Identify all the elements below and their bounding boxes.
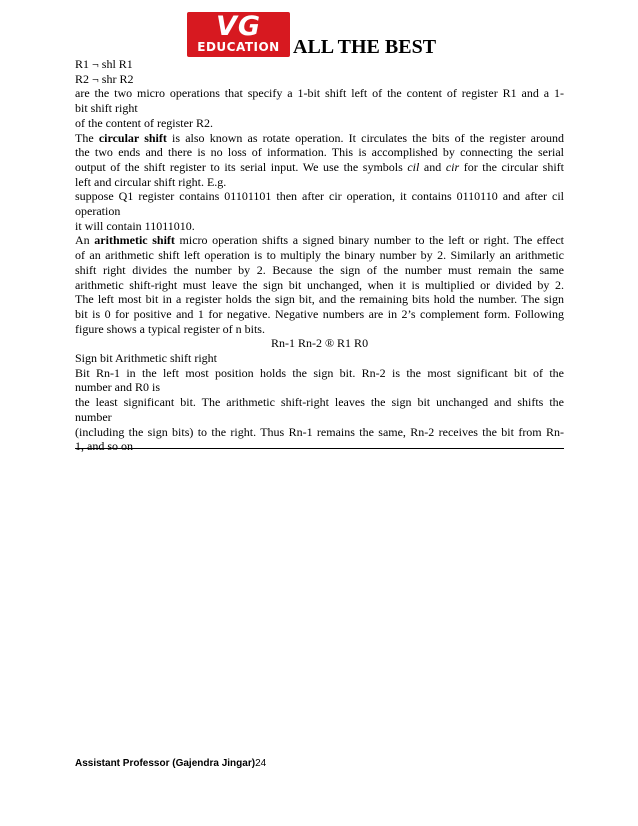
text-span: The <box>75 130 99 145</box>
text-line: R2 ¬ shr R2 <box>75 71 134 86</box>
header-title: ALL THE BEST <box>293 36 437 58</box>
text-line: suppose Q1 register contains 01101101 then after cir operation, it contains 0110110 and after cil <box>75 189 564 204</box>
text-line: of an arithmetic shift left operation is to multiply the binary number by 2. Similarly an arithmetic <box>75 248 564 263</box>
text-line: the two ends and there is no loss of information. This is accomplished by connecting the serial <box>75 145 564 160</box>
text-line: 1, and so on <box>75 439 133 454</box>
paragraph-circular-shift <box>75 131 564 146</box>
text-span: An <box>75 233 95 248</box>
symbol-cil: cil <box>407 159 420 174</box>
text-line: (including the sign bits) to the right. Thus Rn-1 remains the same, Rn-2 receives the bit from Rn- <box>75 424 564 439</box>
text-span: micro operation shifts a signed binary number to the left or right. The effect <box>174 233 565 248</box>
text-span: and <box>419 159 446 174</box>
text-line: number <box>75 409 112 424</box>
figure-caption: Sign bit Arithmetic shift right <box>75 351 217 366</box>
footer-author: Assistant Professor (Gajendra Jingar) <box>75 758 256 769</box>
text-line: R1 ¬ shl R1 <box>75 57 133 71</box>
text-line: number and R0 is <box>75 380 160 395</box>
page-header <box>187 12 487 60</box>
text-span: for the circular shift <box>459 159 565 174</box>
logo-mark: VG <box>215 11 262 42</box>
text-line: the least significant bit. The arithmetic shift-right leaves the sign bit unchanged and shifts the <box>75 395 564 410</box>
term-circular-shift: circular shift <box>98 130 167 145</box>
page-footer <box>75 758 266 770</box>
text-line: operation <box>75 204 121 219</box>
text-line: shift right divides the number by 2. Because the sign of the number must remain the same <box>75 262 564 277</box>
text-span: is also known as rotate operation. It circulates the bits of the register around <box>166 130 565 145</box>
text-line: are the two micro operations that specify a 1-bit shift left of the content of register R1 and a 1- <box>75 86 564 101</box>
text-line: bit shift right <box>75 101 138 116</box>
text-line <box>75 160 564 175</box>
text-line: left and circular shift right. E.g. <box>75 174 227 189</box>
horizontal-rule <box>75 448 564 449</box>
register-figure-line: Rn-1 Rn-2 ® R1 R0 <box>270 336 369 351</box>
text-line: it will contain 11011010. <box>75 218 195 233</box>
vg-education-logo <box>187 12 290 57</box>
text-span: output of the shift register to its serial input. We use the symbols <box>75 159 408 174</box>
page-number: 24 <box>255 758 267 769</box>
text-line: arithmetic shift-right must leave the sign bit unchanged, when it is multiplied or divided by 2. <box>75 277 564 292</box>
paragraph-arithmetic-shift <box>75 233 564 248</box>
symbol-cir: cir <box>445 159 460 174</box>
document-body <box>75 57 564 454</box>
text-line: of the content of register R2. <box>75 115 213 130</box>
logo-subtext: EDUCATION <box>197 40 280 54</box>
text-line: figure shows a typical register of n bits. <box>75 321 265 336</box>
text-line: Bit Rn-1 in the left most position holds the sign bit. Rn-2 is the most significant bit of the <box>75 365 564 380</box>
text-line: The left most bit in a register holds the sign bit, and the remaining bits hold the number. The sign <box>75 292 564 307</box>
term-arithmetic-shift: arithmetic shift <box>94 233 175 248</box>
text-line: bit is 0 for positive and 1 for negative. Negative numbers are in 2’s complement form. Following <box>75 306 564 321</box>
